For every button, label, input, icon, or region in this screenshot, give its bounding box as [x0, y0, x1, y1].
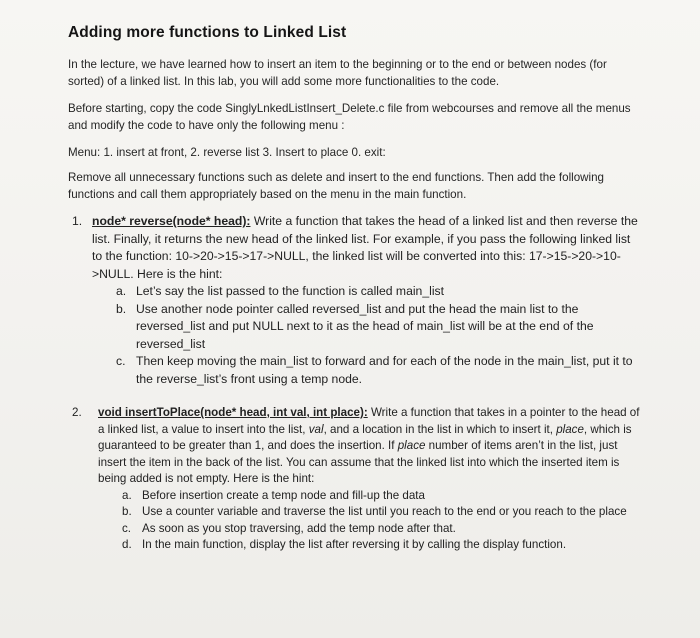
task-description: Write a function that takes the head of a linked list and then reverse the list. Finally, it returns the new head of the linked list. For example, if you pass the following linked list to the function: 10->20->15->17->NULL, the linked list will be converted into this: 17->15->20->10->NULL. Here is the hint: — [92, 214, 638, 281]
hint-letter: b. — [116, 301, 127, 316]
task-description: , and a location in the list in which to insert it, — [323, 422, 557, 436]
hint-letter: a. — [116, 284, 127, 298]
page-title: Adding more functions to Linked List — [68, 24, 347, 41]
document-content — [68, 24, 640, 554]
param-val: val — [308, 422, 324, 436]
hint-letter: a. — [122, 488, 132, 502]
hint-text: In the main function, display the list after reversing it by calling the display function. — [142, 538, 567, 551]
task-description: , which is guaranteed to be greater than 1, and does the insertion. If — [98, 422, 632, 452]
hint-item — [98, 537, 640, 554]
hint-item — [92, 353, 640, 388]
param-place: place — [397, 439, 426, 452]
hint-letter: c. — [116, 354, 126, 368]
task-item-reverse — [68, 213, 640, 388]
task-item-insert-to-place — [68, 405, 640, 554]
hint-text: Use another node pointer called reversed_list and put the head the main list to the reversed_list and put NULL next to it as the head of main_list will be at the end of the reversed_list — [136, 301, 594, 351]
hint-letter: c. — [122, 521, 132, 535]
remove-functions-paragraph: Remove all unnecessary functions such as delete and insert to the end functions. Then add the following functions and call them appropriately based on the menu in the main function. — [68, 171, 605, 201]
function-signature: node* reverse(node* head): — [92, 214, 251, 228]
hint-letter: d. — [122, 538, 132, 551]
function-signature: void insertToPlace(node* head, int val, int place): — [98, 406, 368, 419]
task-number: 1. — [72, 214, 83, 228]
task-number: 2. — [72, 406, 82, 419]
hint-item — [98, 504, 640, 521]
hint-text: Let’s say the list passed to the function is called main_list — [136, 284, 445, 298]
intro-paragraph: In the lecture, we have learned how to insert an item to the beginning or to the end or between nodes (for sorted) of a linked list. In this lab, you will add some more functionalities to the code. — [68, 58, 607, 88]
task-description: Write a function that takes in a pointer to the head of a linked list, a value to insert into the list, — [98, 406, 640, 436]
hint-text: Before insertion create a temp node and fill-up the data — [142, 488, 425, 502]
hint-item — [92, 301, 640, 354]
instructions-paragraph: Before starting, copy the code SinglyLnkedListInsert_Delete.c file from webcourses and remove all the menus and modify the code to have only the following menu : — [68, 102, 631, 132]
param-place: place — [556, 422, 584, 436]
hint-item — [98, 521, 640, 538]
task-list — [68, 213, 640, 554]
hint-text: Then keep moving the main_list to forward and for each of the node in the main_list, put it to the reverse_list’s front using a temp node. — [136, 354, 633, 386]
hint-letter: b. — [122, 505, 132, 518]
hint-list — [92, 283, 640, 388]
hint-list — [98, 488, 640, 554]
hint-item — [98, 488, 640, 505]
task-description: number of items aren’t in the list, just insert the item in the back of the list. You can assume that the linked list into which the inserted item is being added is not empty. Here is the hint: — [98, 439, 620, 485]
hint-text: Use a counter variable and traverse the list until you reach to the end or you reach to the place — [142, 505, 627, 518]
hint-text: As soon as you stop traversing, add the temp node after that. — [142, 521, 456, 535]
menu-line: Menu: 1. insert at front, 2. reverse list 3. Insert to place 0. exit: — [68, 146, 386, 159]
hint-item — [92, 283, 640, 301]
